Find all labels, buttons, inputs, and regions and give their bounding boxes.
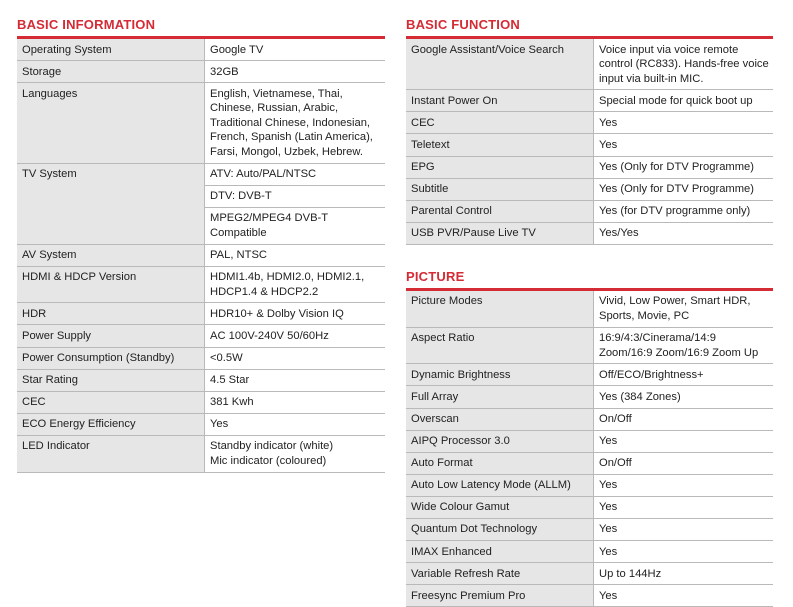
spec-row <box>17 303 385 325</box>
right-column <box>406 14 773 607</box>
spec-row <box>17 435 385 472</box>
spec-value: Yes <box>594 112 774 134</box>
spec-value-group <box>205 163 386 244</box>
spec-row <box>17 163 385 244</box>
spec-value: English, Vietnamese, Thai, Chinese, Russian, Arabic, Traditional Chinese, Indonesian, French, Spanish (Latin America), Farsi, Mongol, Uzbek, Hebrew. <box>205 83 386 163</box>
spec-row <box>17 266 385 303</box>
spec-value: Standby indicator (white) Mic indicator (coloured) <box>205 435 386 472</box>
spec-value: 381 Kwh <box>205 391 386 413</box>
spec-label: Storage <box>17 61 205 83</box>
spec-value: Yes (Only for DTV Programme) <box>594 156 774 178</box>
spec-value: Yes (Only for DTV Programme) <box>594 178 774 200</box>
basic-information-section <box>17 14 385 473</box>
spec-row <box>17 413 385 435</box>
spec-value: HDMI1.4b, HDMI2.0, HDMI2.1, HDCP1.4 & HDCP2.2 <box>205 266 386 303</box>
spec-row <box>17 39 385 61</box>
spec-row <box>17 369 385 391</box>
basic-function-title: BASIC FUNCTION <box>406 14 773 39</box>
spec-row <box>406 364 773 386</box>
basic-function-section <box>406 14 773 245</box>
spec-label: Variable Refresh Rate <box>406 563 594 585</box>
spec-value: Up to 144Hz <box>594 563 774 585</box>
spec-value: Yes <box>205 413 386 435</box>
spec-label: Instant Power On <box>406 90 594 112</box>
spec-row <box>406 496 773 518</box>
spec-row <box>406 585 773 607</box>
spec-row <box>406 39 773 90</box>
spec-value: Google TV <box>205 39 386 61</box>
spec-value: Yes/Yes <box>594 222 774 244</box>
spec-label: EPG <box>406 156 594 178</box>
spec-value: MPEG2/MPEG4 DVB-T Compatible <box>210 212 328 239</box>
spec-value: Vivid, Low Power, Smart HDR, Sports, Movie, PC <box>594 291 774 327</box>
spec-row <box>406 541 773 563</box>
spec-row <box>406 386 773 408</box>
spec-value: PAL, NTSC <box>205 244 386 266</box>
spec-value: HDR10+ & Dolby Vision IQ <box>205 303 386 325</box>
spec-row <box>406 90 773 112</box>
spec-row <box>406 178 773 200</box>
spec-row <box>406 474 773 496</box>
spec-label: Freesync Premium Pro <box>406 585 594 607</box>
spec-label: AV System <box>17 244 205 266</box>
spec-label: Google Assistant/Voice Search <box>406 39 594 90</box>
spec-label: Star Rating <box>17 369 205 391</box>
spec-value: Voice input via voice remote control (RC833). Hands-free voice input via built-in MIC. <box>594 39 774 90</box>
spec-label: Wide Colour Gamut <box>406 496 594 518</box>
spec-label: Dynamic Brightness <box>406 364 594 386</box>
spec-label: Power Consumption (Standby) <box>17 347 205 369</box>
spec-row <box>406 291 773 327</box>
spec-row <box>17 391 385 413</box>
spec-row <box>17 325 385 347</box>
spec-row <box>406 156 773 178</box>
spec-value: ATV: Auto/PAL/NTSC <box>205 164 385 186</box>
spec-row <box>406 430 773 452</box>
spec-row <box>17 244 385 266</box>
spec-label: Power Supply <box>17 325 205 347</box>
spec-label: IMAX Enhanced <box>406 541 594 563</box>
spec-label: Quantum Dot Technology <box>406 518 594 540</box>
basic-function-table <box>406 39 773 245</box>
spec-label: TV System <box>17 163 205 244</box>
spec-value: 32GB <box>205 61 386 83</box>
spec-label: Picture Modes <box>406 291 594 327</box>
spec-value: 4.5 Star <box>205 369 386 391</box>
spec-row <box>406 112 773 134</box>
spec-value: Yes <box>594 541 774 563</box>
spec-row <box>406 327 773 364</box>
spec-row <box>406 452 773 474</box>
spec-label: ECO Energy Efficiency <box>17 413 205 435</box>
spec-label: LED Indicator <box>17 435 205 472</box>
spec-value: Yes <box>594 430 774 452</box>
spec-value: Special mode for quick boot up <box>594 90 774 112</box>
spec-value: Yes <box>594 585 774 607</box>
spec-label: Auto Format <box>406 452 594 474</box>
picture-section <box>406 266 773 607</box>
spec-label: CEC <box>17 391 205 413</box>
picture-table <box>406 291 773 607</box>
spec-label: CEC <box>406 112 594 134</box>
spec-label: Operating System <box>17 39 205 61</box>
spec-value: Yes <box>594 518 774 540</box>
spec-row <box>406 200 773 222</box>
spec-value: Yes <box>594 134 774 156</box>
spec-value: Yes <box>594 496 774 518</box>
spec-label: Languages <box>17 83 205 163</box>
spec-label: Auto Low Latency Mode (ALLM) <box>406 474 594 496</box>
picture-title: PICTURE <box>406 266 773 291</box>
spec-value: 16:9/4:3/Cinerama/14:9 Zoom/16:9 Zoom/16:9 Zoom Up <box>594 327 774 364</box>
spec-value: DTV: DVB-T <box>205 186 385 208</box>
spec-value: <0.5W <box>205 347 386 369</box>
spec-row <box>17 83 385 163</box>
spec-label: Subtitle <box>406 178 594 200</box>
basic-information-table <box>17 39 385 473</box>
spec-label: Aspect Ratio <box>406 327 594 364</box>
spec-label: Parental Control <box>406 200 594 222</box>
spec-label: AIPQ Processor 3.0 <box>406 430 594 452</box>
spec-row <box>406 518 773 540</box>
spec-label: USB PVR/Pause Live TV <box>406 222 594 244</box>
spec-row <box>17 61 385 83</box>
spec-row <box>406 408 773 430</box>
spec-value: Off/ECO/Brightness+ <box>594 364 774 386</box>
spec-row <box>406 563 773 585</box>
spec-label: HDR <box>17 303 205 325</box>
spec-row <box>406 222 773 244</box>
spec-label: Teletext <box>406 134 594 156</box>
spec-value: On/Off <box>594 452 774 474</box>
spec-value: Yes (for DTV programme only) <box>594 200 774 222</box>
spec-label: Full Array <box>406 386 594 408</box>
spec-value: Yes (384 Zones) <box>594 386 774 408</box>
spec-label: HDMI & HDCP Version <box>17 266 205 303</box>
spec-label: Overscan <box>406 408 594 430</box>
spec-row <box>406 134 773 156</box>
spec-value: Yes <box>594 474 774 496</box>
spec-value: AC 100V-240V 50/60Hz <box>205 325 386 347</box>
spec-row <box>17 347 385 369</box>
spec-value: On/Off <box>594 408 774 430</box>
basic-information-title: BASIC INFORMATION <box>17 14 385 39</box>
